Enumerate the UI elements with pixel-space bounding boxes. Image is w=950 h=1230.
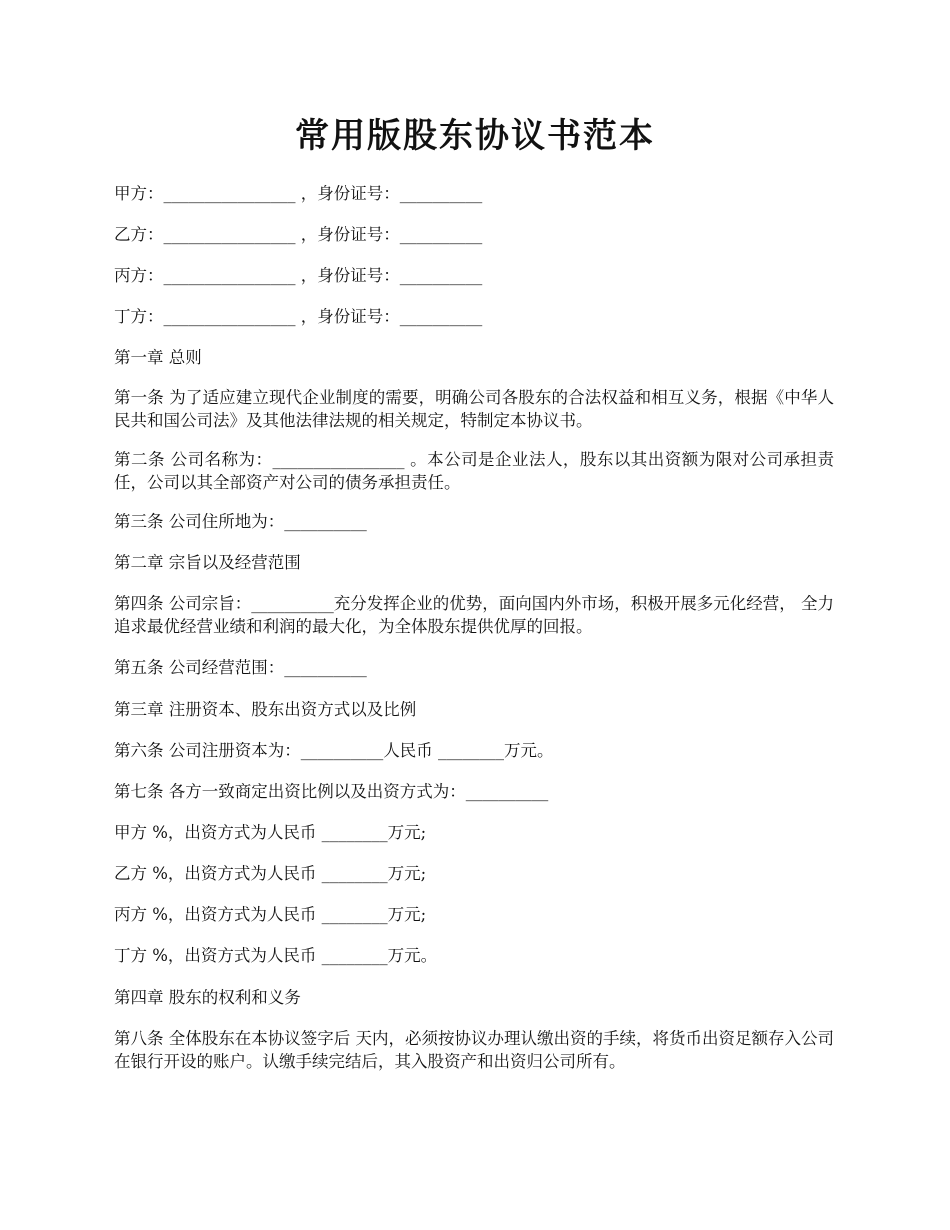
article-2: 第二条 公司名称为：________________ 。本公司是企业法人，股东以其出资额为限对公司承担责任，公司以其全部资产对公司的债务承担责任。 — [114, 450, 834, 492]
article-4: 第四条 公司宗旨：__________充分发挥企业的优势，面向国内外市场，积极开展多元化经营， 全力追求最优经营业绩和利润的最大化，为全体股东提供优厚的回报。 — [114, 594, 834, 636]
party-b-line: 乙方：________________ ，身份证号：__________ — [114, 225, 483, 244]
party-a-line: 甲方：________________ ，身份证号：__________ — [114, 184, 483, 203]
party-d-contribution: 丁方 %，出资方式为人民币 ________万元。 — [114, 946, 438, 965]
article-3: 第三条 公司住所地为：__________ — [114, 512, 367, 531]
article-6: 第六条 公司注册资本为：__________人民币 ________万元。 — [114, 741, 554, 760]
party-b-contribution: 乙方 %，出资方式为人民币 ________万元; — [114, 864, 427, 883]
document-title: 常用版股东协议书范本 — [295, 116, 655, 156]
article-8: 第八条 全体股东在本协议签字后 天内，必须按协议办理认缴出资的手续，将货币出资足额存入公司在银行开设的账户。认缴手续完结后，其入股资产和出资归公司所有。 — [114, 1029, 834, 1071]
party-d-line: 丁方：________________ ，身份证号：__________ — [114, 307, 483, 326]
chapter-3-heading: 第三章 注册资本、股东出资方式以及比例 — [114, 700, 417, 719]
party-c-contribution: 丙方 %，出资方式为人民币 ________万元; — [114, 905, 427, 924]
article-1: 第一条 为了适应建立现代企业制度的需要，明确公司各股东的合法权益和相互义务，根据《中华人民共和国公司法》及其他法律法规的相关规定，特制定本协议书。 — [114, 388, 834, 430]
chapter-4-heading: 第四章 股东的权利和义务 — [114, 988, 301, 1007]
chapter-1-heading: 第一章 总则 — [114, 348, 202, 367]
party-a-contribution: 甲方 %，出资方式为人民币 ________万元; — [114, 823, 427, 842]
party-c-line: 丙方：________________ ，身份证号：__________ — [114, 266, 483, 285]
chapter-2-heading: 第二章 宗旨以及经营范围 — [114, 553, 301, 572]
article-7: 第七条 各方一致商定出资比例以及出资方式为：__________ — [114, 782, 549, 801]
article-5: 第五条 公司经营范围：__________ — [114, 658, 367, 677]
